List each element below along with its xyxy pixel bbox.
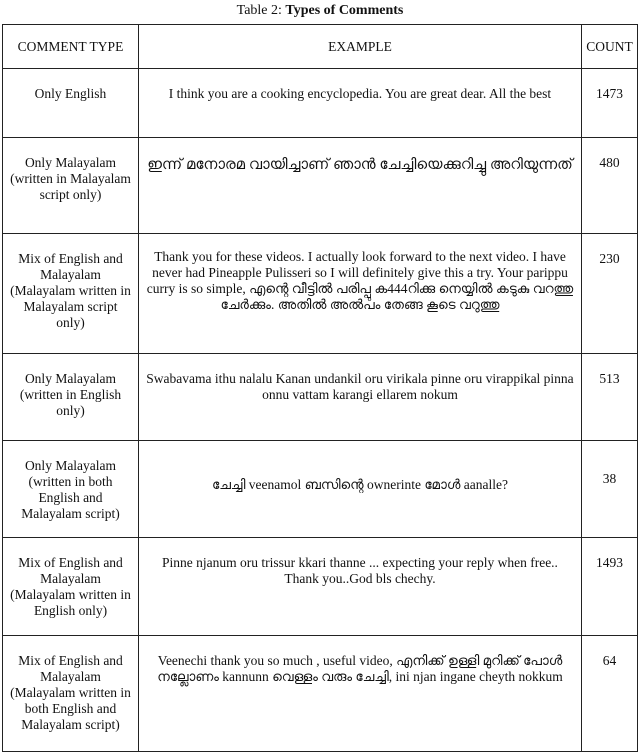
comment-types-table <box>2 24 638 752</box>
comment-type-cell: Only Malayalam (written in English only) <box>3 354 139 441</box>
comment-type-cell: Only Malayalam (written in both English and Malayalam script) <box>3 441 139 538</box>
comment-type-cell: Mix of English and Malayalam (Malayalam written in Malayalam script only) <box>3 234 139 354</box>
example-cell: ചേച്ചി veenamol ബസിന്റെ ownerinte മോൾ aanalle? <box>139 441 582 538</box>
example-cell: Swabavama ithu nalalu Kanan undankil oru virikala pinne oru virappikal pinna onnu vattam karangi ellarem nokum <box>139 354 582 441</box>
count-cell: 1493 <box>582 538 638 636</box>
table-row <box>3 538 638 636</box>
comment-type-cell: Mix of English and Malayalam (Malayalam written in English only) <box>3 538 139 636</box>
table-row <box>3 441 638 538</box>
count-cell: 480 <box>582 138 638 234</box>
header-comment-type: COMMENT TYPE <box>3 25 139 69</box>
table-header-row <box>3 25 638 69</box>
example-cell: Veenechi thank you so much , useful video, എനിക്ക് ഉള്ളി മുറിക്ക് പോൾ നല്ലോണം kannunn വെള്ളം വരും ചേച്ചി, ini njan ingane cheyth nokkum <box>139 636 582 752</box>
example-cell: I think you are a cooking encyclopedia. You are great dear. All the best <box>139 69 582 138</box>
table-row <box>3 234 638 354</box>
comment-type-cell: Only English <box>3 69 139 138</box>
caption-title: Types of Comments <box>285 3 404 18</box>
comment-type-cell: Mix of English and Malayalam (Malayalam written in both English and Malayalam script) <box>3 636 139 752</box>
table-row <box>3 354 638 441</box>
table-row <box>3 138 638 234</box>
header-count: COUNT <box>582 25 638 69</box>
caption-label: Table 2: <box>236 3 286 18</box>
count-cell: 230 <box>582 234 638 354</box>
table-row <box>3 636 638 752</box>
comment-type-cell: Only Malayalam (written in Malayalam script only) <box>3 138 139 234</box>
example-cell: Pinne njanum oru trissur kkari thanne ... expecting your reply when free.. Thank you..God bls chechy. <box>139 538 582 636</box>
count-cell: 1473 <box>582 69 638 138</box>
count-cell: 38 <box>582 441 638 538</box>
table-row <box>3 69 638 138</box>
count-cell: 513 <box>582 354 638 441</box>
count-cell: 64 <box>582 636 638 752</box>
example-cell: Thank you for these videos. I actually look forward to the next video. I have never had Pineapple Pulisseri so I will definitely give this a try. Your parippu curry is so simple, എന്റെ വീട്ടിൽ പരിപ്പു ക444റിക്കു നെയ്യിൽ കടുകു വറത്തു ചേർക്കും. അതിൽ അൽപം തേങ്ങ കൂടെ വറുത്തു <box>139 234 582 354</box>
header-example: EXAMPLE <box>139 25 582 69</box>
table-caption <box>0 3 640 19</box>
example-cell: ഇന്ന് മനോരമ വായിച്ചാണ് ഞാൻ ചേച്ചിയെക്കുറിച്ചു അറിയുന്നത് <box>139 138 582 234</box>
